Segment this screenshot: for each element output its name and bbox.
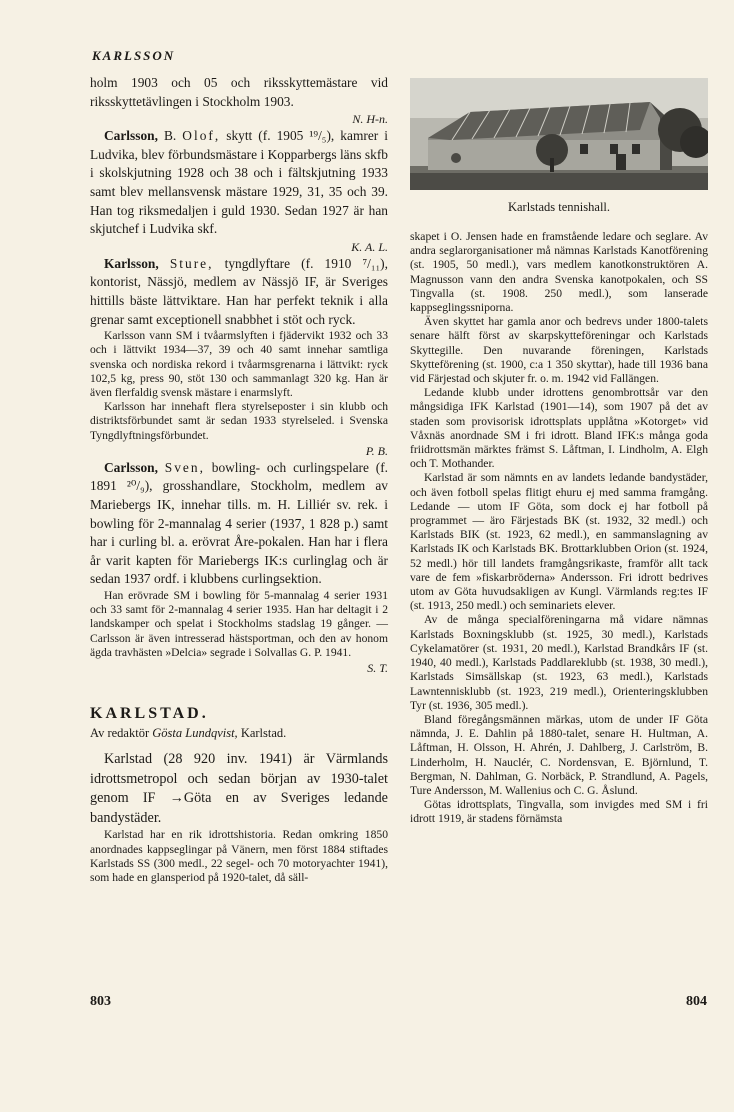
entry-text: skytt (f. 1905 ¹⁹/₅), kamrer i Ludvika, blev förbundsmästare i Kopparbergs läns skfb i skolskjutning 1928 och 38 och i fältskjutning 1933 samt blev mellansvensk mästare 1929, 31, 35 och 39. Han tog riksmedaljen i guld 1930. Sedan 1927 är han skjutchef i Ludvika skf. <box>90 128 388 237</box>
karlstad-history: Karlstad har en rik idrottshistoria. Redan omkring 1850 anordnades kappseglingar på Vänern, men först 1884 stiftades Karlstads SS (300 medl., 22 segel- och 70 motoryachter 1941), som hade en glansperiod på 1920-talet, då säll- <box>90 828 388 884</box>
entry-given-prefix: B. <box>163 128 177 144</box>
entry-text: tyngdlyftare (f. 1910 ⁷/₁₁), kontorist, Nässjö, medlem av Nässjö IF, är Sveriges hittills bäste lättviktare. Han har perfekt teknik i alla grenar samt exceptionell snabbhet i stöt och ryck. <box>90 255 388 327</box>
entry-small-text: Han erövrade SM i bowling för 5-mannalag 4 serier 1931 och 33 samt för 2-mannalag 4 serier 1935. Han har deltagit i 2 landskamper och spelat i Stockholms stadslag 19 gånger. — Carlsson är även intresserad hästsportman, och den av honom ägda travhästen »Delcia» segrade i Solvallas G. P. 1941. <box>90 588 388 659</box>
entry-karlsson-sture <box>90 255 388 329</box>
tennis-hall-illustration <box>410 78 708 190</box>
section-byline <box>90 724 388 742</box>
entry-name: Carlsson, <box>104 128 158 144</box>
entry-small-text: Karlsson vann SM i tvåarmslyften i fjädervikt 1932 och 33 och i lättvikt 1934—37, 39 och 40 samt innehar samtliga svenska och nordiska rekord i tvåarmsgrenarna i lättvikt: ryck 102,5 kg, press 90, stöt 130 och sammanlagt 320 kg. Han är även flerfaldig svensk mästare i enarmslyft. <box>90 329 388 399</box>
paragraph: Karlstad är som nämnts en av landets ledande bandystäder, och även fotboll spelas flitigt ehuru ej med samma framgång. Ledande — utom IF Göta, som dock ej har fotboll på programmet — äro Färjestads BK (st. 1932, 32 medl.) och Karlstads BIK (st. 1923, 62 medl.), en sammanslagning av Karlstads IK och Karlstads BK. Brottarklubben Orion (st. 1924, 52 medl.) hör till landets framgångsrikaste, framför allt tack vare de fem »fiskarbröderna» Andersson. Fri idrott bedrives utom av Göta huvudsakligen av Kungl. Värmlands reg:tes IF (st. 1913, 250 medl.) och seminariets elever. <box>410 471 708 613</box>
byline-prefix: Av redaktör <box>90 725 150 740</box>
signature: S. T. <box>367 660 388 675</box>
page-number-left: 803 <box>90 994 111 1009</box>
byline-author: Gösta Lundqvist, <box>152 725 238 740</box>
entry-given-name: Sven, <box>164 459 205 475</box>
page-number-right: 804 <box>686 994 707 1009</box>
paragraph-continuation: holm 1903 och 05 och riksskyttemästare vid riksskyttetävlingen i Stockholm 1903. <box>90 75 388 109</box>
entry-carlsson-sven <box>90 459 388 589</box>
entry-text: bowling- och curlingspelare (f. 1891 ²⁰/₉), grosshandlare, Stockholm, medlem av Mariebergs IK, innehar tills. m. H. Lilliér sv. rek. i bowling för 2-mannalag 4 serier (1937, 1 828 p.) samt har i curling bl. a. erövrat Åre-pokalen. Han har i flera år varit kapten för Mariebergs IK:s curlinglag och är sedan 1937 ordf. i klubbens curlingsektion. <box>90 459 388 587</box>
section-title-karlstad: KARLSTAD. <box>90 704 209 722</box>
entry-small-text: Karlsson har innehaft flera styrelseposter i sin klubb och distriktsförbundet samt är sedan 1933 styrelseled. i Svenska Tyngdlyftningsförbundet. <box>90 400 388 442</box>
paragraph: skapet i O. Jensen hade en framstående ledare och seglare. Av andra seglarorganisationer må nämnas Karlstads Kanotförening (st. 1905, 50 medl.), vars medlem kanotkonstruktören A. Magnusson vann den andra Svenska kanotpokalen, och SS Tingvalla (st. 1908. 250 medl.), som lanserade kappseglingssniporna. <box>410 230 708 315</box>
paragraph: Ledande klubb under idrottens genombrottsår var den mångsidiga IFK Karlstad (1901—14), som 1907 på det av staden som provisorisk idrottsplats upplåtna »Kotorget» vid Våxnäs anordnade SM i fri idrott. Bland IFK:s många goda friidrottsmän märktes främst S. Låftman, I. Lindholm, A. Elgh och T. Mothander. <box>410 386 708 471</box>
signature: K. A. L. <box>351 239 388 254</box>
photo-caption: Karlstads tennishall. <box>507 200 611 214</box>
karlstad-intro: Karlstad (28 920 inv. 1941) är Värmlands idrottsmetropol och sedan början av 1930-talet genom IF →Göta en av Sveriges ledande bandystäder. <box>90 750 388 826</box>
entry-given-name: Olof, <box>182 128 221 144</box>
signature: N. H-n. <box>352 112 388 127</box>
entry-name: Karlsson, <box>104 255 159 271</box>
running-head: KARLSSON <box>92 48 176 63</box>
paragraph: Även skyttet har gamla anor och bedrevs under 1800-talets senare hälft först av skarpskytteföreningar och Karlstads Skyttegille. Den nuvarande föreningen, Karlstads Skytteförening (st. 1900, c:a 1 350 skyttar), hade till 1936 bana vid Färjestad och skjuter fr. o. m. 1942 vid Fallängen. <box>410 315 708 386</box>
paragraph: Bland föregångsmännen märkas, utom de under IF Göta nämnda, J. E. Dahlin på 1880-talet, senare H. Hultman, A. Låftman, H. Olsson, H. Ahrén, J. Dahlberg, J. Carlström, B. Linderholm, H. Nauclér, C. Nordensvan, E. Björnlund, T. Bergman, N. Dahlman, G. Norbäck, P. Strandlund, A. Pagels, Ture Andersson, M. Wallenius och C. G. Åslund. <box>410 712 708 797</box>
entry-carlsson-olof <box>90 127 388 239</box>
tennis-hall-photo <box>410 78 708 190</box>
paragraph: Götas idrottsplats, Tingvalla, som invigdes med SM i fri idrott 1919, är stadens förnämsta <box>410 798 708 826</box>
entry-given-name: Sture, <box>169 255 214 271</box>
entry-name: Carlsson, <box>104 459 158 475</box>
signature: P. B. <box>365 443 388 458</box>
byline-suffix: Karlstad. <box>240 725 287 740</box>
right-column <box>410 78 708 827</box>
paragraph: Av de många specialföreningarna må vidare nämnas Karlstads Boxningsklubb (st. 1925, 30 medl.), Karlstads Cykelamatörer (st. 1931, 20 medl.), Karlstad Brandkårs IF (st. 1940, 40 medl.), Karlstads Paddlareklubb (st. 1938, 30 medl.), Karlstads Simsällskap (st. 1923, 63 medl.), Karlstads Lawntennisklubb (st. 1923, 219 medl.), Orienteringsklubben Tyr (st. 1936, 305 medl.). <box>410 613 708 712</box>
left-column <box>90 74 388 885</box>
